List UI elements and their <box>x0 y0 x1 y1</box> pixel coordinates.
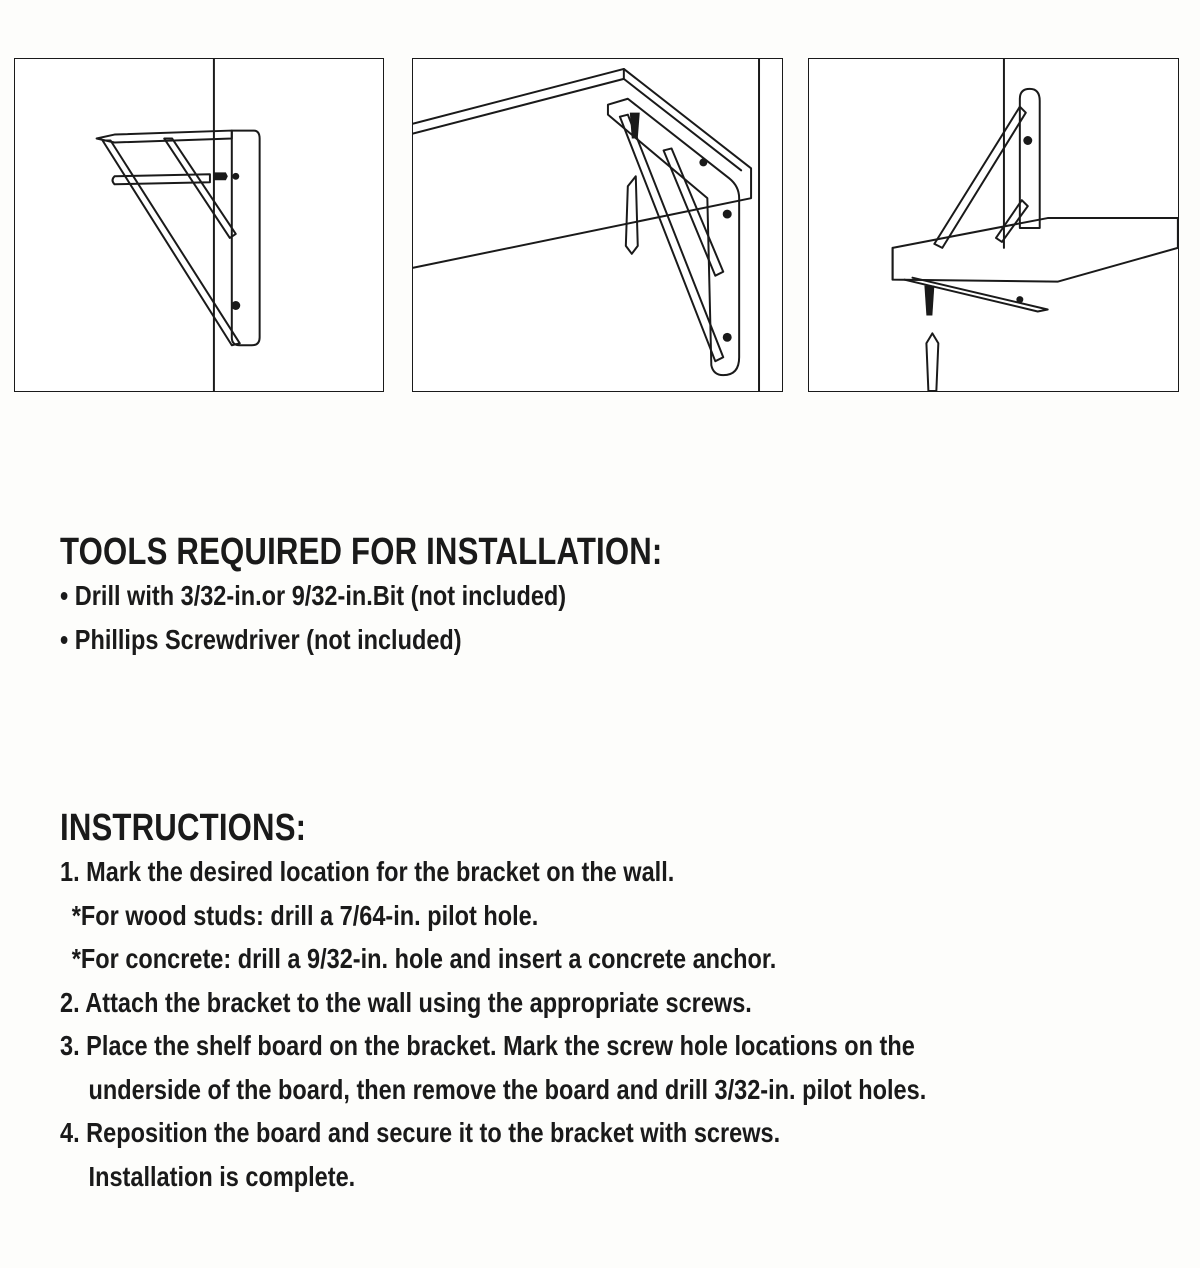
bracket-top-flange <box>97 131 232 143</box>
screw-hole <box>723 333 732 342</box>
tools-section <box>60 530 1160 662</box>
diagram-secure-board <box>809 59 1178 391</box>
screw-hole <box>1023 136 1032 145</box>
instruction-step: 3. Place the shelf board on the bracket. Mark the screw hole locations on the <box>60 1030 915 1061</box>
diagram-place-board <box>413 59 782 391</box>
screwdriver-icon <box>626 176 638 254</box>
screw-hole <box>723 210 732 219</box>
tools-heading: TOOLS REQUIRED FOR INSTALLATION: <box>60 531 663 573</box>
screw-hole-group <box>214 172 240 310</box>
screw-hole <box>1016 296 1023 303</box>
bracket-strut-short <box>164 139 236 238</box>
instruction-step-continuation: underside of the board, then remove the board and drill 3/32-in. pilot holes. <box>88 1073 927 1105</box>
tools-item: • Drill with 3/32-in.or 9/32-in.Bit (not included) <box>60 580 567 611</box>
diagram-panel-attach-bracket <box>14 58 384 392</box>
screw-hole <box>231 301 240 310</box>
tools-item: • Phillips Screwdriver (not included) <box>60 624 462 655</box>
bracket-body <box>608 99 739 375</box>
instruction-step: 1. Mark the desired location for the bracket on the wall. <box>60 856 675 887</box>
bracket-strut-short <box>996 200 1028 242</box>
shelf-board-edge <box>413 79 624 134</box>
instructions-section <box>60 806 1160 1198</box>
screw-icon <box>924 286 934 316</box>
instruction-step: 2. Attach the bracket to the wall using the appropriate screws. <box>60 986 752 1018</box>
instruction-note: *For wood studs: drill a 7/64-in. pilot hole. <box>71 899 539 931</box>
bracket-vertical-plate <box>232 131 260 346</box>
instruction-step: 4. Reposition the board and secure it to the bracket with screws. <box>60 1117 781 1148</box>
instruction-note: *For concrete: drill a 9/32-in. hole and insert a concrete anchor. <box>71 943 777 974</box>
screw-hole <box>699 158 707 166</box>
screw-icon <box>214 172 228 180</box>
bracket-strut-long <box>103 141 240 346</box>
diagram-panel-place-board <box>412 58 783 392</box>
diagram-panel-secure-board <box>808 58 1179 392</box>
instruction-step-continuation: Installation is complete. <box>88 1160 356 1192</box>
screw-hole <box>232 173 239 180</box>
shelf-board-corner <box>624 69 741 170</box>
diagram-attach-bracket <box>15 59 383 391</box>
instructions-heading: INSTRUCTIONS: <box>60 807 307 849</box>
screwdriver-icon <box>926 333 938 391</box>
